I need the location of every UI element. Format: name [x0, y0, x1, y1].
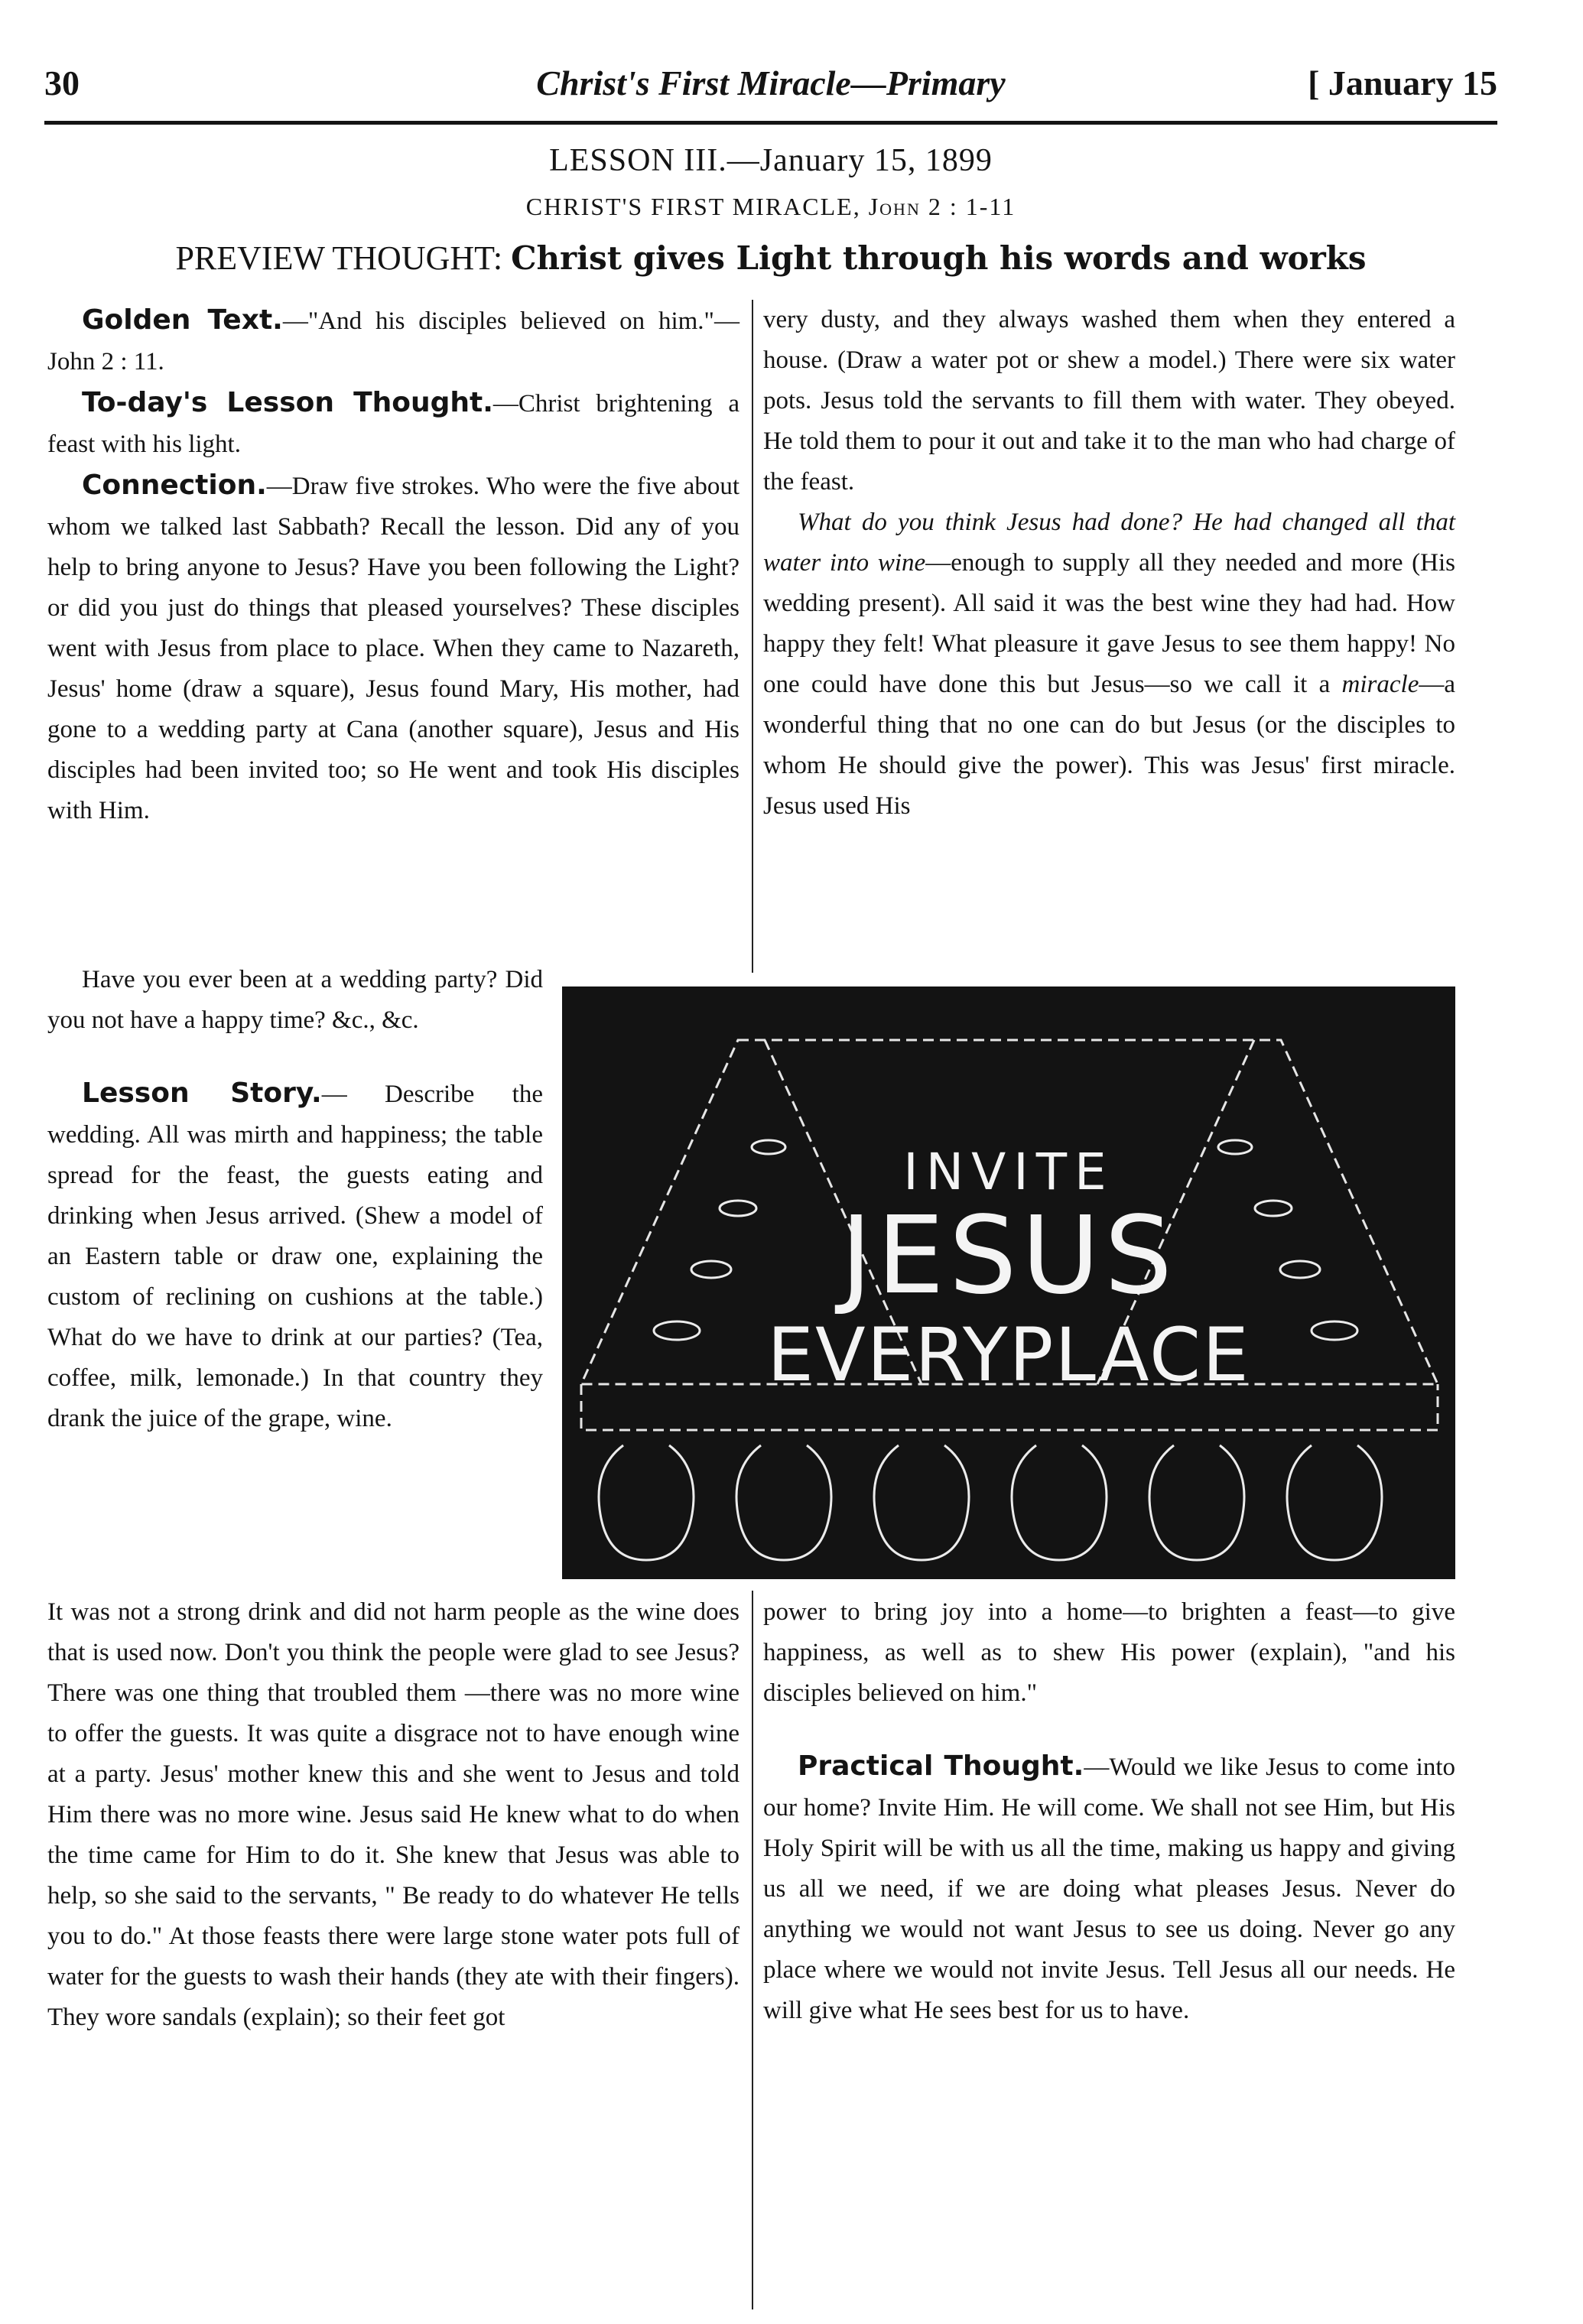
golden-text-heading: Golden Text. — [82, 304, 283, 336]
dish — [1280, 1261, 1320, 1278]
power-paragraph: power to bring joy into a home—to brighten a feast—to give happiness, as well as to shew His power (explain), "and his disciples believed on him." — [763, 1598, 1455, 1707]
water-pot — [1287, 1445, 1382, 1560]
dish — [752, 1140, 785, 1154]
left-column-lower — [47, 1592, 739, 2038]
dish — [1312, 1321, 1357, 1340]
dish — [720, 1201, 756, 1216]
issue-date: [ January 15 — [1308, 63, 1497, 102]
header-rule — [44, 121, 1497, 125]
running-head — [44, 60, 1497, 113]
right-column-lower — [763, 1592, 1455, 2031]
water-pot — [874, 1445, 969, 1560]
miracle-question: What do you think Jesus had done? He had changed all that water into wine — [763, 509, 1455, 577]
column-divider — [752, 300, 753, 973]
connection-heading: Connection. — [82, 470, 267, 501]
miracle-definition: —a wonderful thing that no one can do but Jesus (or the disciples to whom He should give the power). This was Jesus' first miracle. Jesus used His — [763, 671, 1455, 820]
water-pot — [1012, 1445, 1107, 1560]
right-column-upper — [763, 300, 1455, 827]
connection-paragraph — [47, 465, 739, 831]
blackboard-line-2: JESUS — [840, 1194, 1177, 1318]
column-divider — [752, 1591, 753, 2309]
blackboard-drawing — [562, 986, 1455, 1579]
lesson-story-paragraph — [47, 1073, 543, 1439]
todays-lesson-heading: To-day's Lesson Thought. — [82, 387, 493, 418]
connection-body: —Draw five strokes. Who were the five about whom we talked last Sabbath? Recall the lesson. Did any of you help to bring anyone to Jesus? Have you been following the Light? or did you just do things that pleased yourselves? These disciples went with Jesus from place to place. When they came to Nazareth, Jesus' home (draw a square), Jesus found Mary, His mother, had gone to a wedding party at Cana (another square), Jesus and His disciples had been invited too; so He went and took His disciples with Him. — [47, 473, 739, 824]
miracle-word: miracle — [1341, 671, 1419, 698]
blackboard-line-1: INVITE — [903, 1142, 1114, 1201]
dish — [1218, 1140, 1252, 1154]
water-pot — [599, 1445, 694, 1560]
miracle-answer: —enough to supply all they needed and more (His wedding present). All said it was the best wine they had had. How happy they felt! What pleasure it gave Jesus to see them happy! No one could have done this but Jesus—so we call it a — [763, 549, 1455, 698]
dish — [691, 1261, 731, 1278]
water-pot — [736, 1445, 831, 1560]
todays-lesson-paragraph — [47, 382, 739, 465]
wedding-question: Have you ever been at a wedding party? Did you not have a happy time? &c., &c. — [47, 966, 543, 1034]
dish — [1255, 1201, 1292, 1216]
todays-lesson-body: —Christ brightening a feast with his light. — [47, 390, 739, 458]
lesson-subheading: CHRIST'S FIRST MIRACLE, John 2 : 1-11 — [525, 193, 1016, 220]
preview-thought-text: Christ gives Light through his words and works — [511, 239, 1367, 277]
lesson-story-heading: Lesson Story. — [82, 1077, 322, 1109]
blackboard-illustration — [562, 986, 1455, 1579]
golden-text-body: —"And his disciples believed on him."—John 2 : 11. — [47, 307, 739, 375]
water-pot — [1149, 1445, 1244, 1560]
lesson-heading: LESSON III.—January 15, 1899 — [549, 143, 993, 178]
preview-thought-label: PREVIEW THOUGHT: — [175, 239, 503, 277]
dish — [654, 1321, 700, 1340]
practical-thought-body: —Would we like Jesus to come into our home? Invite Him. He will come. We shall not see Him, but His Holy Spirit will be with us all the time, making us happy and giving us all we need, if we are doing what pleases Jesus. Never do anything we would not want Jesus to see us doing. Never go any place where we would not invite Jesus. Tell Jesus all our needs. He will give what He sees best for us to have. — [763, 1754, 1456, 2024]
left-column-narrow — [47, 960, 543, 1439]
preview-thought — [44, 239, 1497, 278]
practical-thought-paragraph — [763, 1746, 1455, 2031]
golden-text-paragraph — [47, 300, 739, 382]
lesson-story-body: — Describe the wedding. All was mirth and happiness; the table spread for the feast, the guests eating and drinking when Jesus arrived. (Shew a model of an Eastern table or draw one, explaining the custom of reclining on cushions at the table.) What do we have to drink at our parties? (Tea, coffee, milk, lemonade.) In that country they drank the juice of the grape, wine. — [47, 1081, 543, 1432]
miracle-paragraph — [763, 502, 1455, 827]
running-title: Christ's First Miracle—Primary — [536, 63, 1006, 102]
story-continuation: It was not a strong drink and did not harm people as the wine does that is used now. Don't you think the people were glad to see Jesus? There was one thing that troubled them —there was no more wine to offer the guests. It was quite a disgrace not to have enough wine at a party. Jesus' mother knew this and she went to Jesus and told Him there was no more wine. Jesus said He knew what to do when the time came for Him to do it. She knew that Jesus was able to help, so she said to the servants, " Be ready to do whatever He tells you to do." At those feasts there were large stone water pots full of water for the guests to wash their hands (they ate with their fingers). They wore sandals (explain); so their feet got — [47, 1598, 739, 2031]
page-number: 30 — [44, 63, 80, 102]
practical-thought-heading: Practical Thought. — [798, 1750, 1084, 1782]
water-pots-paragraph: very dusty, and they always washed them when they entered a house. (Draw a water pot or shew a model.) There were six water pots. Jesus told the servants to fill them with water. They obeyed. He told them to pour it out and take it to the man who had charge of the feast. — [763, 306, 1455, 496]
left-column-upper — [47, 300, 739, 831]
blackboard-line-3: EVERYPLACE — [767, 1312, 1250, 1398]
